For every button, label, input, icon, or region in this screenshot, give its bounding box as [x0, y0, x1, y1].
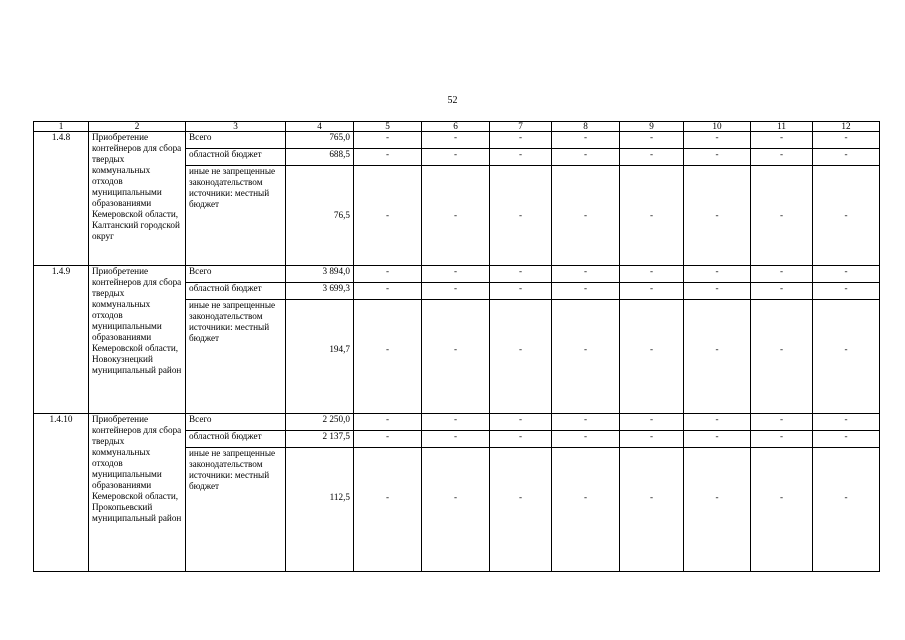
amount-cell: -	[552, 448, 620, 572]
amount-cell: -	[620, 448, 684, 572]
header-cell: 1	[34, 122, 89, 132]
header-cell: 10	[684, 122, 751, 132]
funding-source: областной бюджет	[186, 431, 286, 448]
amount-cell: -	[684, 166, 751, 266]
amount-total: 3 699,3	[286, 283, 354, 300]
amount-cell: -	[422, 283, 490, 300]
amount-cell: -	[751, 132, 813, 149]
amount-cell: -	[490, 448, 552, 572]
header-cell: 7	[490, 122, 552, 132]
amount-total: 2 137,5	[286, 431, 354, 448]
amount-cell: -	[751, 283, 813, 300]
amount-cell: -	[620, 166, 684, 266]
amount-total: 2 250,0	[286, 414, 354, 431]
header-cell: 11	[751, 122, 813, 132]
amount-cell: -	[684, 266, 751, 283]
amount-cell: -	[684, 149, 751, 166]
amount-cell: -	[684, 448, 751, 572]
table-row	[34, 132, 880, 149]
amount-cell: -	[422, 166, 490, 266]
funding-source: областной бюджет	[186, 149, 286, 166]
amount-cell: -	[620, 283, 684, 300]
amount-cell: -	[490, 283, 552, 300]
amount-cell: -	[751, 149, 813, 166]
amount-cell: -	[422, 149, 490, 166]
header-cell: 12	[813, 122, 880, 132]
amount-cell: -	[422, 431, 490, 448]
amount-total: 765,0	[286, 132, 354, 149]
amount-cell: -	[813, 283, 880, 300]
amount-cell: -	[813, 414, 880, 431]
amount-cell: -	[552, 283, 620, 300]
amount-total: 76,5	[286, 166, 354, 266]
amount-cell: -	[422, 448, 490, 572]
funding-source: Всего	[186, 414, 286, 431]
amount-cell: -	[620, 431, 684, 448]
amount-cell: -	[751, 431, 813, 448]
funding-source: областной бюджет	[186, 283, 286, 300]
header-cell: 3	[186, 122, 286, 132]
amount-cell: -	[552, 414, 620, 431]
amount-cell: -	[354, 166, 422, 266]
row-number: 1.4.10	[34, 414, 89, 572]
header-cell: 8	[552, 122, 620, 132]
amount-cell: -	[620, 266, 684, 283]
amount-cell: -	[684, 431, 751, 448]
amount-total: 112,5	[286, 448, 354, 572]
amount-cell: -	[813, 266, 880, 283]
header-cell: 5	[354, 122, 422, 132]
amount-cell: -	[813, 132, 880, 149]
amount-cell: -	[620, 149, 684, 166]
amount-cell: -	[354, 266, 422, 283]
table-row	[34, 414, 880, 431]
amount-cell: -	[552, 132, 620, 149]
amount-cell: -	[422, 414, 490, 431]
amount-total: 3 894,0	[286, 266, 354, 283]
funding-source: иные не запрещенные законодательством источники: местный бюджет	[186, 166, 286, 266]
amount-cell: -	[813, 149, 880, 166]
header-cell: 4	[286, 122, 354, 132]
row-number: 1.4.9	[34, 266, 89, 414]
amount-cell: -	[751, 414, 813, 431]
header-cell: 6	[422, 122, 490, 132]
funding-source: иные не запрещенные законодательством источники: местный бюджет	[186, 300, 286, 414]
amount-cell: -	[751, 448, 813, 572]
amount-cell: -	[552, 300, 620, 414]
amount-cell: -	[684, 300, 751, 414]
table-row	[34, 266, 880, 283]
amount-cell: -	[354, 414, 422, 431]
funding-source: иные не запрещенные законодательством источники: местный бюджет	[186, 448, 286, 572]
amount-cell: -	[684, 414, 751, 431]
amount-cell: -	[813, 431, 880, 448]
row-title: Приобретение контейнеров для сбора твердых коммунальных отходов муниципальными образованиями Кемеровской области, Калтанский городской округ	[89, 132, 186, 266]
amount-cell: -	[552, 431, 620, 448]
amount-cell: -	[813, 300, 880, 414]
header-cell: 2	[89, 122, 186, 132]
amount-cell: -	[620, 300, 684, 414]
row-title: Приобретение контейнеров для сбора твердых коммунальных отходов муниципальными образованиями Кемеровской области, Новокузнецкий муниципальный район	[89, 266, 186, 414]
amount-cell: -	[490, 132, 552, 149]
budget-table	[33, 121, 880, 572]
amount-cell: -	[552, 149, 620, 166]
amount-cell: -	[490, 149, 552, 166]
amount-cell: -	[490, 414, 552, 431]
page-number: 52	[447, 95, 458, 106]
amount-cell: -	[422, 132, 490, 149]
amount-cell: -	[490, 300, 552, 414]
amount-cell: -	[490, 266, 552, 283]
amount-cell: -	[354, 132, 422, 149]
amount-cell: -	[813, 448, 880, 572]
amount-cell: -	[354, 149, 422, 166]
amount-cell: -	[813, 166, 880, 266]
amount-cell: -	[552, 266, 620, 283]
amount-cell: -	[751, 166, 813, 266]
amount-cell: -	[490, 431, 552, 448]
amount-total: 688,5	[286, 149, 354, 166]
row-number: 1.4.8	[34, 132, 89, 266]
header-cell: 9	[620, 122, 684, 132]
amount-cell: -	[751, 300, 813, 414]
amount-cell: -	[354, 300, 422, 414]
amount-cell: -	[684, 283, 751, 300]
header-row	[34, 122, 880, 132]
amount-cell: -	[490, 166, 552, 266]
amount-cell: -	[354, 448, 422, 572]
funding-source: Всего	[186, 266, 286, 283]
amount-cell: -	[751, 266, 813, 283]
amount-cell: -	[422, 266, 490, 283]
funding-source: Всего	[186, 132, 286, 149]
amount-cell: -	[354, 431, 422, 448]
amount-cell: -	[620, 414, 684, 431]
amount-cell: -	[552, 166, 620, 266]
amount-total: 194,7	[286, 300, 354, 414]
amount-cell: -	[620, 132, 684, 149]
amount-cell: -	[354, 283, 422, 300]
row-title: Приобретение контейнеров для сбора твердых коммунальных отходов муниципальными образованиями Кемеровской области, Прокопьевский муниципальный район	[89, 414, 186, 572]
amount-cell: -	[422, 300, 490, 414]
amount-cell: -	[684, 132, 751, 149]
